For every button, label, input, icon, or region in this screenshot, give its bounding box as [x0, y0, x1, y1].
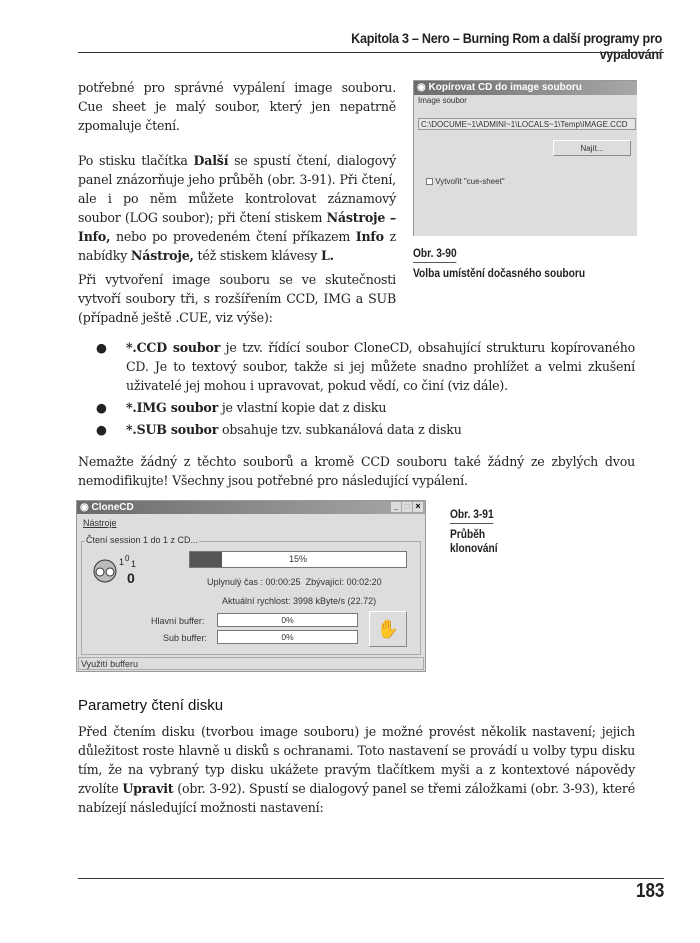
checkbox-label: Vytvořit "cue-sheet"	[435, 177, 505, 186]
svg-text:0: 0	[127, 570, 135, 586]
stop-button[interactable]	[369, 611, 407, 647]
caption-text: Průběh	[450, 527, 486, 541]
main-buffer-bar: 0%	[217, 613, 358, 627]
window-title: CloneCD	[91, 502, 134, 513]
svg-text:1: 1	[131, 559, 137, 569]
clonecd-window	[76, 500, 426, 672]
clonecd-icon: ◉	[80, 502, 89, 513]
svg-text:1: 1	[119, 557, 125, 567]
sheep-logo-icon	[91, 551, 141, 587]
progress-bar	[189, 551, 407, 568]
progress-label: 15%	[288, 554, 307, 564]
status-bar: Využití bufferu	[78, 657, 424, 670]
caption-number: Obr. 3-91	[450, 507, 494, 524]
paragraph: Nemažte žádný z těchto souborů a kromě CCD souboru také žádný ze zbylých dvou nemodifikujte! Všechny jsou potřebné pro následující vypálení.	[78, 454, 635, 488]
dialog-titlebar	[414, 81, 637, 95]
clonecd-logo	[91, 551, 141, 587]
svg-text:0: 0	[125, 554, 130, 563]
main-buffer-label: Hlavní buffer:	[151, 616, 205, 626]
window-titlebar	[77, 501, 425, 514]
page-number: 183	[635, 880, 664, 902]
dialog-title: Kopírovat CD do image souboru	[428, 82, 582, 93]
header-rule	[78, 52, 664, 53]
group-label: Čtení session 1 do 1 z CD...	[86, 535, 199, 545]
section-heading: Parametry čtení disku	[78, 697, 224, 714]
caption-text: klonování	[450, 541, 498, 555]
maximize-button[interactable]: □	[402, 502, 412, 512]
progress-fill	[190, 552, 222, 567]
list-item: ● *.SUB soubor obsahuje tzv. subkanálová data z disku	[96, 422, 462, 437]
footer-rule	[78, 878, 664, 879]
hand-stop-icon: ✋	[376, 619, 400, 639]
list-item: ● *.IMG soubor je vlastní kopie dat z disku	[96, 400, 387, 415]
paragraph: Před čtením disku (tvorbou image souboru) je možné provést několik nastavení; jejich důležitost roste hlavně u disků s ochranami. Toto nastavení se provádí u volby typu disku tím, že na vybraný typ disku ukážete pravým tlačítkem myši a z kontextové nápovědy zvolíte Upravit (obr. 3-92). Spustí se dialogový panel se třemi záložkami (obr. 3-93), které nabízejí následující možnosti nastavení:	[78, 724, 635, 815]
bullet-icon: ●	[96, 400, 107, 415]
bullet-list	[78, 338, 635, 442]
list-item: ● *.CCD soubor je tzv. řídící soubor CloneCD, obsahující strukturu kopírovaného CD. Je to textový soubor, takže si jej můžete snadno prohlížet a velmi zkušení uživatelé jej mohou i upravovat, pokud vědí, co činí (viz dále).	[96, 340, 635, 393]
minimize-button[interactable]: _	[391, 502, 401, 512]
figure-caption-91	[450, 503, 506, 555]
paragraph: Po stisku tlačítka Další se spustí čtení, dialogový panel znázorňuje jeho průběh (obr. 3-91). Při čtení, ale i po něm můžete kontrolovat záznamový soubor (LOG soubor); při čtení stiskem Nástroje – Info, nebo po provedeném čtení příkazem Info z nabídky Nástroje, též stiskem klávesy L.	[78, 153, 396, 263]
checkbox-icon[interactable]	[426, 178, 433, 185]
sub-buffer-label: Sub buffer:	[163, 633, 207, 643]
running-header: Kapitola 3 – Nero – Burning Rom a další programy pro vypalování	[351, 30, 662, 62]
time-readout: Uplynulý čas : 00:00:25 Zbývající: 00:02:20	[207, 577, 382, 587]
figure-caption-90	[413, 242, 615, 280]
paragraph: potřebné pro správné vypálení image souboru. Cue sheet je malý soubor, který jen nepatrně zpomaluje čtení.	[78, 80, 396, 133]
cue-sheet-checkbox[interactable]	[426, 177, 505, 186]
menu-nastroje[interactable]: Nástroje	[83, 518, 117, 528]
cd-icon: ◉	[417, 82, 426, 93]
speed-readout: Aktuální rychlost: 3998 kByte/s (22.72)	[222, 596, 377, 606]
path-field[interactable]: C:\DOCUME~1\ADMINI~1\LOCALS~1\Temp\IMAGE.CCD	[418, 118, 636, 130]
bullet-icon: ●	[96, 422, 107, 437]
sub-buffer-bar: 0%	[217, 630, 358, 644]
bullet-icon: ●	[96, 340, 107, 355]
find-button[interactable]: Najít...	[553, 140, 631, 156]
paragraph: Při vytvoření image souboru se ve skutečnosti vytvoří soubory tři, s rozšířením CCD, IMG a SUB (případně ještě .CUE, viz výše):	[78, 272, 396, 325]
caption-number: Obr. 3-90	[413, 246, 457, 263]
close-button[interactable]: ×	[413, 502, 423, 512]
caption-text: Volba umístění dočasného souboru	[413, 266, 586, 280]
group-label: Image soubor	[418, 96, 467, 105]
dialog-copy-cd-to-image	[413, 80, 637, 236]
